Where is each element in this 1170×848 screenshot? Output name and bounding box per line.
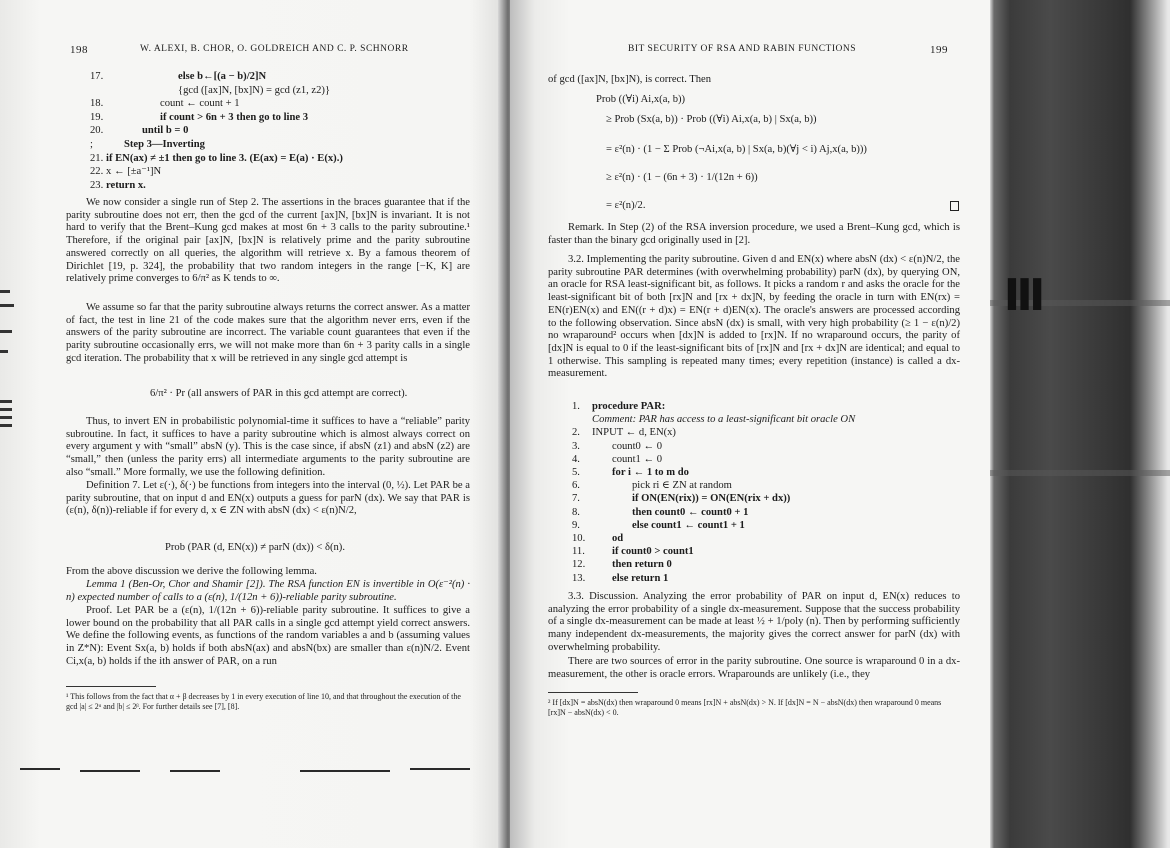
line-number: 2.	[572, 427, 580, 439]
procedure-line	[572, 453, 663, 466]
page-number: 199	[930, 44, 948, 56]
line-number: 8.	[572, 506, 580, 518]
line-number: 10.	[572, 533, 586, 544]
line-number: 4.	[572, 453, 580, 465]
procedure-text: od	[612, 533, 624, 544]
procedure-text: pick ri ∈ ZN at random	[632, 480, 732, 492]
code-text: Step 3—Inverting	[124, 139, 205, 150]
procedure-line	[572, 545, 694, 558]
running-head: W. ALEXI, B. CHOR, O. GOLDREICH AND C. P. SCHNORR	[140, 44, 409, 54]
procedure-text: if ON(EN(rix)) = ON(EN(rix + dx))	[632, 493, 791, 505]
code-text: return x.	[106, 179, 146, 191]
derivation-step: ≥ Prob (Sx(a, b)) · Prob ((∀i) Ai,x(a, b) | Sx(a, b))	[606, 114, 817, 125]
paragraph: We assume so far that the parity subroutine always returns the correct answer. As a matter of fact, the test in line 21 of the code makes sure that the algorithm never errs, even if the answers of the parity subroutine are incorrect. The variable count guarantees that even if the parity subroutine occasionally errs, we will not make more than 6n + 3 parity calls in a single gcd iteration. The probability that x will be retrieved in any single gcd attempt is	[66, 302, 470, 364]
equation: 6/π² · Pr (all answers of PAR in this gcd attempt are correct).	[150, 388, 408, 399]
line-number: 9.	[572, 519, 580, 531]
procedure-text: count0 ← 0	[612, 440, 663, 452]
line-number: 23.	[90, 179, 104, 191]
section-3-2: 3.2. Implementing the parity subroutine. Given d and EN(x) where absN (dx) < ε(n)N/2, the parity subroutine PAR determines (with overwhelming probability) parN (dx), by querying ON, an oracle for RSA least-significant bit, as follows. It picks a random r and asks the oracle for the least-significant bit of both [rx]N and [rx + dx]N, by feeding the oracle in turn with EN(rx) = EN(r)EN(x) and EN((r + d)x) = EN(r + d)EN(x). The oracle's answers are processed according to the following observation. Since absN (dx) is small, with very high probability (≥ 1 − ε(n)/2) no wraparound² occurs when [dx]N is added to [rx]N. If no wraparound occurs, the parity of [dx]N is equal to 0 if the least-significant bits of [rx]N and [rx + dx]N are identical; and equal to 1 otherwise. This sampling is repeated many times; every repetition (instance) is called a dx-measurement.	[548, 254, 960, 380]
procedure-line	[572, 426, 676, 439]
procedure-line	[572, 400, 666, 413]
line-number: 1.	[572, 401, 580, 412]
proof: Proof. Let PAR be a (ε(n), 1/(12n + 6))-reliable parity subroutine. It suffices to give a lower bound on the probability that all PAR calls in a single gcd attempt yield correct answers. We define the following events, as functions of the random variables a and b (assuming values in Z*N): Event Sx(a, b) holds if both absN(ax) and absN(bx) are smaller than ε(n)N/2. Event Ci,x(a, b) holds if the ith answer of PAR, on a run	[66, 605, 470, 667]
line-number: 19.	[90, 111, 104, 123]
procedure-line	[572, 466, 689, 479]
procedure-line	[572, 558, 672, 571]
code-text: count ← count + 1	[160, 98, 240, 110]
procedure-line	[572, 440, 663, 453]
derivation-step: Prob ((∀i) Ai,x(a, b))	[596, 94, 686, 105]
paragraph: Thus, to invert EN in probabilistic polynomial-time it suffices to have a “reliable” parity subroutine. In fact, it suffices to have a parity subroutine which is almost always correct on every argument y with “small” absN (y). This is the case since, if absN (z1) and absN (z2) are “small,” then (unless the parity errs) all intermediate arguments to the parity subroutine are also “small.” More formally, we use the following definition.	[66, 416, 470, 478]
code-line	[90, 165, 162, 178]
procedure-text: then return 0	[612, 559, 672, 571]
code-line	[90, 179, 146, 192]
procedure-text: count1 ← 0	[612, 453, 663, 465]
code-line	[90, 111, 309, 124]
procedure-text: procedure PAR:	[592, 401, 666, 412]
code-text: if count > 6n + 3 then go to line 3	[160, 111, 309, 123]
section-3-3: 3.3. Discussion. Analyzing the error probability of PAR on input d, EN(x) reduces to analyzing the error probability of a single dx-measurement. Suppose that the success probability of a single dx-measurement can be made at least ½ + 1/poly (n). Then by performing sufficiently many independent dx-measurements, the majority gives the correct answer for parN (dx) with overwhelming probability.	[548, 591, 960, 653]
derivation-step: = ε²(n) · (1 − Σ Prob (¬Ai,x(a, b) | Sx(a, b)(∀j < i) Aj,x(a, b)))	[606, 144, 867, 155]
line-number: 17.	[90, 71, 104, 82]
footnote-rule	[548, 692, 638, 693]
qed-symbol	[950, 201, 959, 211]
paragraph: We now consider a single run of Step 2. The assertions in the braces guarantee that if the parity subroutine does not err, then the gcd of the current [ax]N, [bx]N is invariant. It is not hard to verify that the Brent–Kung gcd makes at most 6n + 3 calls to the parity subroutine.¹ Therefore, if the original pair [ax]N, [bx]N is relatively prime and the parity subroutine answered correctly on all queries, the algorithm will retrieve x. By a famous theorem of Dirichlet [19, p. 324], the probability that two random integers in the range [−K, K] are relatively prime converges to 6/π² as K tends to ∞.	[66, 197, 470, 285]
running-head: BIT SECURITY OF RSA AND RABIN FUNCTIONS	[628, 44, 857, 54]
procedure-line	[572, 506, 749, 519]
line-number: 5.	[572, 467, 580, 478]
footnote: ¹ This follows from the fact that α + β decreases by 1 in every execution of line 10, and that throughout the execution of the gcd |a| ≤ 2ᵅ and |b| ≤ 2ᵝ. For further details see [7], [8].	[66, 692, 461, 711]
code-text: x ← [±a⁻¹]N	[106, 166, 162, 178]
left-page	[0, 0, 508, 848]
lemma: Lemma 1 (Ben-Or, Chor and Shamir [2]). The RSA function EN is invertible in O(ε⁻²(n) · n) expected number of calls to a (ε(n), 1/(12n + 6))-reliable parity subroutine.	[66, 579, 470, 603]
line-number: 22.	[90, 166, 104, 178]
page-number: 198	[70, 44, 88, 56]
line-number: 12.	[572, 559, 586, 571]
procedure-text: else return 1	[612, 572, 669, 584]
line-number: 13.	[572, 572, 586, 584]
procedure-text: then count0 ← count0 + 1	[632, 506, 749, 518]
procedure-text: if count0 > count1	[612, 546, 694, 558]
line-number: ;	[90, 139, 93, 150]
code-line	[90, 84, 331, 97]
definition: Definition 7. Let ε(·), δ(·) be functions from integers into the interval (0, ½). Let PAR be a parity subroutine, that on input d and EN(x) outputs a guess for parN (dx). We say that PAR is (ε(n), δ(n))-reliable if for every d, x ∈ ZN with absN (dx) < ε(n)N/2,	[66, 480, 470, 517]
line-number: 11.	[572, 546, 585, 558]
code-text: until b = 0	[142, 125, 189, 137]
line-number: 18.	[90, 98, 104, 110]
code-text: else b←[(a − b)/2]N	[178, 71, 267, 82]
procedure-text: else count1 ← count1 + 1	[632, 519, 745, 531]
procedure-line	[572, 479, 732, 492]
line-number: 20.	[90, 125, 104, 137]
code-line	[90, 124, 189, 137]
procedure-text: for i ← 1 to m do	[612, 467, 689, 478]
text-line: of gcd ([ax]N, [bx]N), is correct. Then	[548, 74, 712, 85]
procedure-line	[572, 492, 791, 505]
line-number: 21.	[90, 152, 104, 164]
procedure-text: INPUT ← d, EN(x)	[592, 427, 676, 439]
code-line	[90, 97, 240, 110]
footnote: ² If [dx]N = absN(dx) then wraparound 0 means [rx]N + absN(dx) > N. If [dx]N = N − absN(dx) then wraparound 0 means [rx]N − absN(dx) < 0.	[548, 698, 942, 717]
code-line	[90, 152, 343, 165]
derivation-step: ≥ ε²(n) · (1 − (6n + 3) · 1/(12n + 6))	[606, 172, 758, 183]
procedure-line	[572, 519, 745, 532]
line-number: 3.	[572, 440, 580, 452]
right-page	[510, 0, 990, 848]
code-text: {gcd ([ax]N, [bx]N) = gcd (z1, z2)}	[178, 84, 331, 96]
paragraph: From the above discussion we derive the following lemma.	[66, 566, 317, 577]
spine-lettering: Ⅲ	[999, 270, 1050, 323]
procedure-text: Comment: PAR has access to a least-significant bit oracle ON	[592, 414, 856, 426]
footnote-rule	[66, 686, 156, 687]
code-line	[90, 138, 205, 151]
procedure-line	[572, 532, 624, 545]
paragraph: There are two sources of error in the parity subroutine. One source is wraparound 0 in a dx-measurement, the other is oracle errors. Wraparounds are unlikely (i.e., they	[548, 656, 960, 680]
remark: Remark. In Step (2) of the RSA inversion procedure, we used a Brent–Kung gcd, which is faster than the binary gcd originally used in [2].	[548, 222, 960, 246]
procedure-line	[572, 413, 856, 426]
binding-edge-marks	[0, 290, 22, 450]
code-line	[90, 70, 267, 83]
derivation-step: = ε²(n)/2.	[606, 200, 646, 211]
line-number: 6.	[572, 480, 580, 492]
procedure-line	[572, 572, 669, 585]
equation: Prob (PAR (d, EN(x)) ≠ parN (dx)) < δ(n).	[165, 542, 345, 553]
code-text: if EN(ax) ≠ ±1 then go to line 3. (E(ax) = E(a) · E(x).)	[106, 152, 343, 164]
line-number: 7.	[572, 493, 580, 505]
